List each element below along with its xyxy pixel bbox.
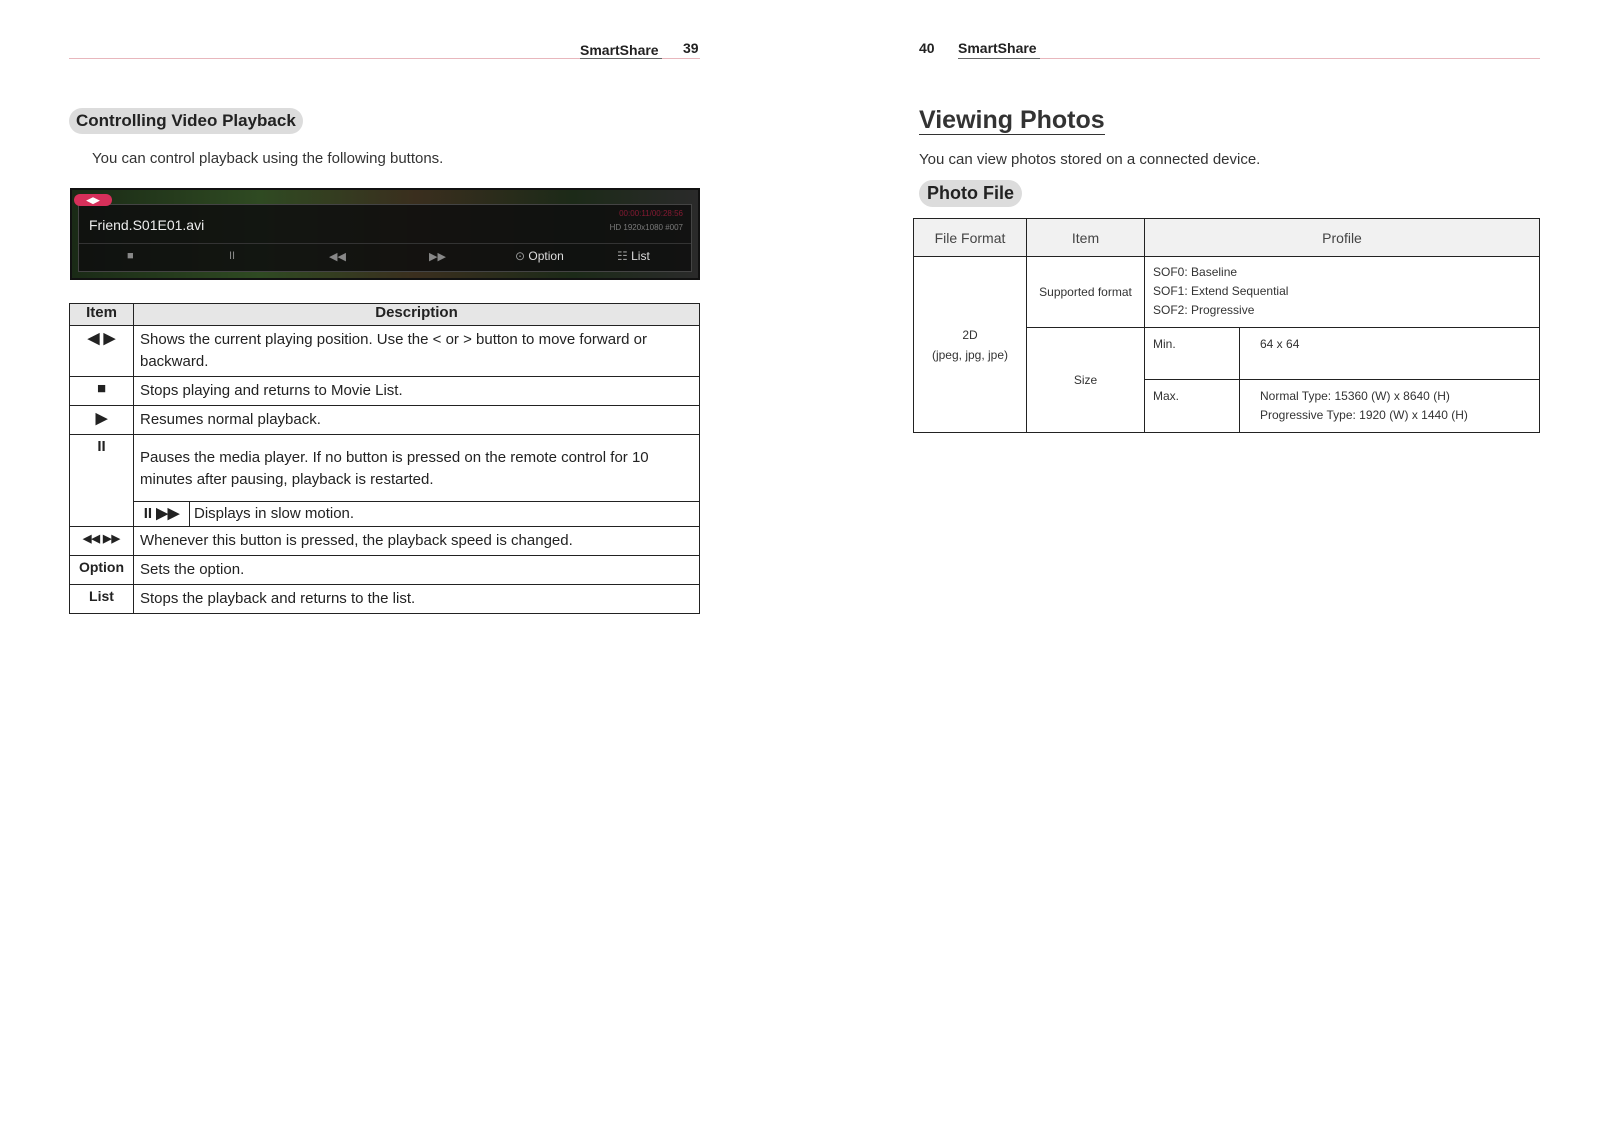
list-label: List [631, 249, 650, 263]
column-header-item: Item [70, 304, 134, 326]
list-icon: ☷ [617, 249, 628, 263]
option-button[interactable] [515, 249, 564, 263]
max-values [1240, 380, 1540, 433]
table-row [70, 435, 700, 527]
table-row [70, 585, 700, 614]
page-number: 40 [919, 40, 935, 56]
row-description: Stops the playback and returns to the list. [134, 585, 700, 614]
column-header-description: Description [134, 304, 700, 326]
progress-tag-icon: ◀▶ [74, 194, 112, 206]
play-icon: ▶ [70, 406, 134, 435]
time-display: 00:00:11/00:28:56 [619, 209, 683, 218]
seek-arrows-icon: ◀ ▶ [70, 326, 134, 377]
size-label: Size [1027, 328, 1145, 433]
header-underline [580, 58, 662, 59]
table-row [70, 377, 700, 406]
row-description: Stops playing and returns to Movie List. [134, 377, 700, 406]
header-title: SmartShare [958, 40, 1037, 56]
table-row [914, 257, 1540, 328]
playback-buttons-table [69, 303, 700, 614]
row-description: Pauses the media player. If no button is pressed on the remote control for 10 minutes after pausing, playback is restarted. [140, 449, 649, 488]
header-underline [958, 58, 1040, 59]
option-label: Option [70, 556, 134, 585]
slow-motion-description: Displays in slow motion. [194, 505, 355, 522]
min-value: 64 x 64 [1240, 328, 1540, 380]
page-title: Viewing Photos [919, 106, 1105, 134]
stop-icon[interactable]: ■ [127, 250, 134, 262]
stop-icon: ■ [70, 377, 134, 406]
file-format-value: 2D [962, 327, 978, 342]
table-row [70, 326, 700, 377]
max-value: Progressive Type: 1920 (W) x 1440 (H) [1260, 408, 1468, 422]
supported-format-label: Supported format [1027, 257, 1145, 328]
min-label: Min. [1145, 328, 1240, 380]
row-description-cell [134, 435, 700, 527]
row-description: Resumes normal playback. [134, 406, 700, 435]
column-header-file-format: File Format [914, 219, 1027, 257]
speed-arrows-icon: ◀◀ ▶▶ [70, 527, 134, 556]
player-osd [78, 204, 692, 272]
list-button[interactable] [617, 249, 650, 263]
row-description: Shows the current playing position. Use the < or > button to move forward or backward. [134, 326, 700, 377]
photo-file-table [913, 218, 1540, 433]
slow-motion-icon: II ▶▶ [134, 502, 190, 526]
format-value: SOF0: Baseline [1153, 265, 1238, 279]
section-title: Photo File [919, 180, 1022, 207]
format-value: SOF2: Progressive [1153, 303, 1255, 317]
file-name: Friend.S01E01.avi [89, 217, 205, 233]
control-bar [79, 243, 691, 271]
pause-icon: II [70, 435, 134, 527]
table-row [70, 406, 700, 435]
rewind-icon[interactable]: ◀◀ [329, 251, 346, 263]
table-row [70, 527, 700, 556]
fast-forward-icon[interactable]: ▶▶ [429, 251, 446, 263]
file-format-extensions: (jpeg, jpg, jpe) [931, 347, 1009, 362]
row-description: Whenever this button is pressed, the playback speed is changed. [134, 527, 700, 556]
intro-text: You can control playback using the following buttons. [92, 150, 444, 167]
max-label: Max. [1145, 380, 1240, 433]
file-format-cell [914, 257, 1027, 433]
resolution-display: HD 1920x1080 #007 [609, 223, 683, 232]
section-title: Controlling Video Playback [69, 108, 303, 134]
header-rule [958, 58, 1540, 59]
pause-icon[interactable]: II [229, 250, 236, 262]
intro-text: You can view photos stored on a connected device. [919, 151, 1261, 168]
list-label: List [70, 585, 134, 614]
row-description: Sets the option. [134, 556, 700, 585]
column-header-item: Item [1027, 219, 1145, 257]
option-icon: ⊙ [515, 249, 526, 263]
video-player-screenshot [70, 188, 700, 280]
header-title: SmartShare [580, 42, 659, 58]
supported-format-values [1145, 257, 1540, 328]
slow-motion-subrow [134, 501, 699, 526]
right-page [806, 0, 1612, 1128]
column-header-profile: Profile [1145, 219, 1540, 257]
option-label: Option [528, 249, 564, 263]
format-value: SOF1: Extend Sequential [1153, 284, 1289, 298]
table-row [70, 556, 700, 585]
max-value: Normal Type: 15360 (W) x 8640 (H) [1260, 389, 1450, 403]
page-number: 39 [683, 40, 699, 56]
